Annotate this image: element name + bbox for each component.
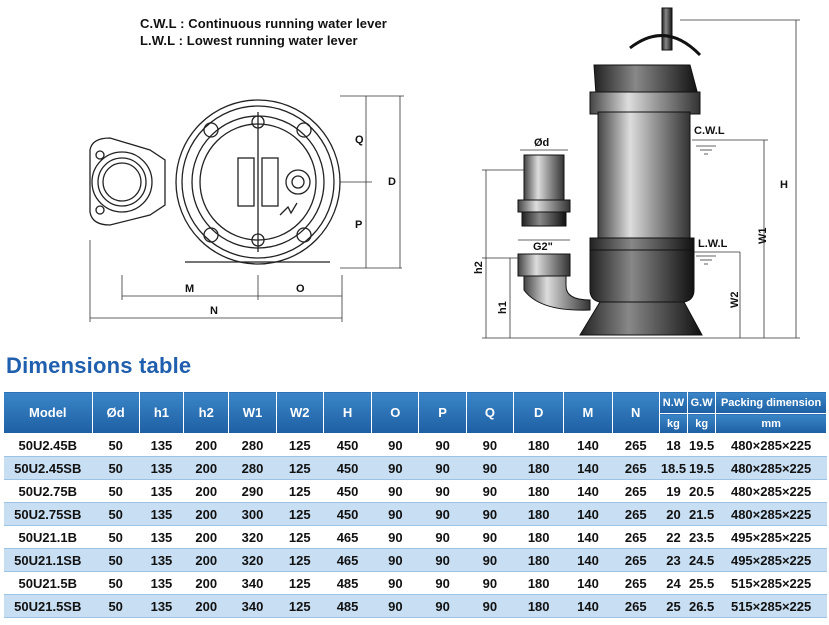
model-cell: 50U21.5B: [4, 572, 93, 595]
label-g2: G2": [533, 241, 553, 253]
table-cell: 90: [419, 503, 466, 526]
header-d: D: [514, 392, 564, 434]
table-cell: 340: [229, 572, 276, 595]
table-cell: 200: [184, 434, 229, 457]
header-h1: h1: [139, 392, 183, 434]
label-p: P: [355, 219, 363, 231]
table-cell: 180: [514, 457, 564, 480]
header-o: O: [372, 392, 419, 434]
table-cell: 480×285×225: [716, 434, 827, 457]
label-n: N: [210, 305, 218, 317]
table-cell: 200: [184, 549, 229, 572]
table-cell: 90: [466, 526, 513, 549]
table-cell: 465: [323, 549, 371, 572]
table-cell: 265: [612, 503, 659, 526]
header-n: N: [612, 392, 659, 434]
table-cell: 280: [229, 457, 276, 480]
table-cell: 50: [92, 572, 139, 595]
legend-cwl: C.W.L : Continuous running water lever: [140, 16, 387, 31]
table-cell: 90: [466, 434, 513, 457]
table-cell: 19.5: [688, 434, 716, 457]
table-cell: 125: [276, 572, 323, 595]
label-m: M: [185, 283, 195, 295]
label-lwl: L.W.L: [698, 238, 728, 250]
table-cell: 265: [612, 457, 659, 480]
table-cell: 50: [92, 595, 139, 618]
table-cell: 22: [659, 526, 687, 549]
header-q: Q: [466, 392, 513, 434]
label-w2: W2: [729, 291, 741, 308]
table-cell: 135: [139, 572, 183, 595]
label-q: Q: [355, 134, 364, 146]
table-cell: 125: [276, 457, 323, 480]
table-cell: 265: [612, 480, 659, 503]
model-cell: 50U2.75SB: [4, 503, 93, 526]
table-cell: 18: [659, 434, 687, 457]
table-row: [4, 480, 827, 503]
table-body: [4, 434, 827, 618]
table-cell: 140: [564, 434, 612, 457]
table-row: [4, 572, 827, 595]
table-cell: 23: [659, 549, 687, 572]
table-cell: 90: [419, 572, 466, 595]
table-cell: 140: [564, 572, 612, 595]
table-cell: 485: [323, 572, 371, 595]
table-cell: 140: [564, 503, 612, 526]
table-cell: 25: [659, 595, 687, 618]
table-cell: 495×285×225: [716, 526, 827, 549]
table-cell: 450: [323, 434, 371, 457]
label-od: Ød: [534, 137, 550, 149]
table-cell: 200: [184, 503, 229, 526]
table-cell: 50: [92, 526, 139, 549]
table-cell: 200: [184, 526, 229, 549]
table-cell: 140: [564, 457, 612, 480]
table-cell: 50: [92, 503, 139, 526]
table-cell: 125: [276, 526, 323, 549]
table-cell: 180: [514, 572, 564, 595]
table-cell: 485: [323, 595, 371, 618]
model-cell: 50U21.1SB: [4, 549, 93, 572]
table-cell: 480×285×225: [716, 503, 827, 526]
table-cell: 50: [92, 480, 139, 503]
table-cell: 23.5: [688, 526, 716, 549]
table-cell: 90: [419, 457, 466, 480]
header-m: M: [564, 392, 612, 434]
table-cell: 90: [372, 480, 419, 503]
table-cell: 90: [372, 434, 419, 457]
header-h: H: [323, 392, 371, 434]
table-cell: 90: [372, 457, 419, 480]
table-cell: 200: [184, 457, 229, 480]
table-cell: 265: [612, 595, 659, 618]
table-cell: 135: [139, 595, 183, 618]
table-cell: 90: [466, 595, 513, 618]
table-cell: 300: [229, 503, 276, 526]
table-cell: 90: [419, 526, 466, 549]
table-cell: 50: [92, 434, 139, 457]
table-cell: 90: [372, 549, 419, 572]
table-cell: 26.5: [688, 595, 716, 618]
table-cell: 200: [184, 572, 229, 595]
header-nw: N.W: [659, 392, 687, 414]
table-cell: 90: [372, 572, 419, 595]
table-cell: 135: [139, 503, 183, 526]
table-cell: 135: [139, 526, 183, 549]
table-cell: 140: [564, 549, 612, 572]
table-cell: 20: [659, 503, 687, 526]
header-nw-unit: kg: [659, 414, 687, 434]
table-cell: 200: [184, 595, 229, 618]
table-cell: 90: [372, 526, 419, 549]
table-cell: 18.5: [659, 457, 687, 480]
table-cell: 450: [323, 457, 371, 480]
table-cell: 180: [514, 526, 564, 549]
table-cell: 90: [419, 595, 466, 618]
table-cell: 265: [612, 549, 659, 572]
table-cell: 125: [276, 549, 323, 572]
model-cell: 50U21.5SB: [4, 595, 93, 618]
header-h2: h2: [184, 392, 229, 434]
table-cell: 135: [139, 480, 183, 503]
table-cell: 21.5: [688, 503, 716, 526]
table-cell: 465: [323, 526, 371, 549]
table-cell: 265: [612, 434, 659, 457]
model-cell: 50U2.45SB: [4, 457, 93, 480]
model-cell: 50U21.1B: [4, 526, 93, 549]
model-cell: 50U2.75B: [4, 480, 93, 503]
table-cell: 265: [612, 526, 659, 549]
table-cell: 90: [419, 549, 466, 572]
table-row: [4, 434, 827, 457]
label-cwl: C.W.L: [694, 125, 725, 137]
label-h: H: [780, 179, 788, 191]
label-w1: W1: [757, 227, 769, 244]
table-cell: 90: [466, 503, 513, 526]
table-cell: 50: [92, 457, 139, 480]
header-packing: Packing dimension: [716, 392, 827, 414]
header-gw-unit: kg: [688, 414, 716, 434]
legend-lwl: L.W.L : Lowest running water lever: [140, 33, 358, 48]
table-row: [4, 526, 827, 549]
table-cell: 180: [514, 480, 564, 503]
table-cell: 180: [514, 549, 564, 572]
header-packing-unit: mm: [716, 414, 827, 434]
label-d: D: [388, 176, 396, 188]
table-cell: 140: [564, 480, 612, 503]
table-cell: 25.5: [688, 572, 716, 595]
header-w2: W2: [276, 392, 323, 434]
table-cell: 180: [514, 595, 564, 618]
table-cell: 280: [229, 434, 276, 457]
label-h1: h1: [497, 301, 509, 314]
table-cell: 140: [564, 595, 612, 618]
header-w1: W1: [229, 392, 276, 434]
dimensions-title: Dimensions table: [6, 353, 192, 378]
header-p: P: [419, 392, 466, 434]
table-cell: 320: [229, 526, 276, 549]
table-cell: 125: [276, 595, 323, 618]
header-model: Model: [4, 392, 93, 434]
table-row: [4, 549, 827, 572]
table-cell: 180: [514, 503, 564, 526]
table-cell: 290: [229, 480, 276, 503]
table-cell: 90: [466, 572, 513, 595]
side-view: [518, 8, 702, 335]
label-h2: h2: [473, 261, 485, 274]
table-row: [4, 457, 827, 480]
table-cell: 480×285×225: [716, 480, 827, 503]
table-cell: 19.5: [688, 457, 716, 480]
top-view: [90, 100, 340, 264]
table-cell: 265: [612, 572, 659, 595]
table-cell: 50: [92, 549, 139, 572]
label-o: O: [296, 283, 305, 295]
table-cell: 90: [419, 480, 466, 503]
table-cell: 24.5: [688, 549, 716, 572]
table-cell: 450: [323, 503, 371, 526]
table-cell: 135: [139, 549, 183, 572]
table-cell: 495×285×225: [716, 549, 827, 572]
table-cell: 125: [276, 434, 323, 457]
table-cell: 180: [514, 434, 564, 457]
table-cell: 515×285×225: [716, 595, 827, 618]
table-cell: 24: [659, 572, 687, 595]
header-od: Ød: [92, 392, 139, 434]
dimensions-table: [3, 391, 827, 618]
table-cell: 19: [659, 480, 687, 503]
table-cell: 90: [466, 457, 513, 480]
table-cell: 20.5: [688, 480, 716, 503]
header-gw: G.W: [688, 392, 716, 414]
table-row: [4, 503, 827, 526]
table-cell: 200: [184, 480, 229, 503]
table-cell: 480×285×225: [716, 457, 827, 480]
table-cell: 450: [323, 480, 371, 503]
table-cell: 140: [564, 526, 612, 549]
table-cell: 340: [229, 595, 276, 618]
table-row: [4, 595, 827, 618]
model-cell: 50U2.45B: [4, 434, 93, 457]
table-cell: 90: [419, 434, 466, 457]
table-cell: 135: [139, 434, 183, 457]
table-cell: 135: [139, 457, 183, 480]
table-cell: 90: [372, 595, 419, 618]
table-cell: 125: [276, 503, 323, 526]
table-cell: 90: [372, 503, 419, 526]
table-cell: 90: [466, 549, 513, 572]
table-cell: 90: [466, 480, 513, 503]
table-cell: 320: [229, 549, 276, 572]
table-cell: 125: [276, 480, 323, 503]
table-cell: 515×285×225: [716, 572, 827, 595]
